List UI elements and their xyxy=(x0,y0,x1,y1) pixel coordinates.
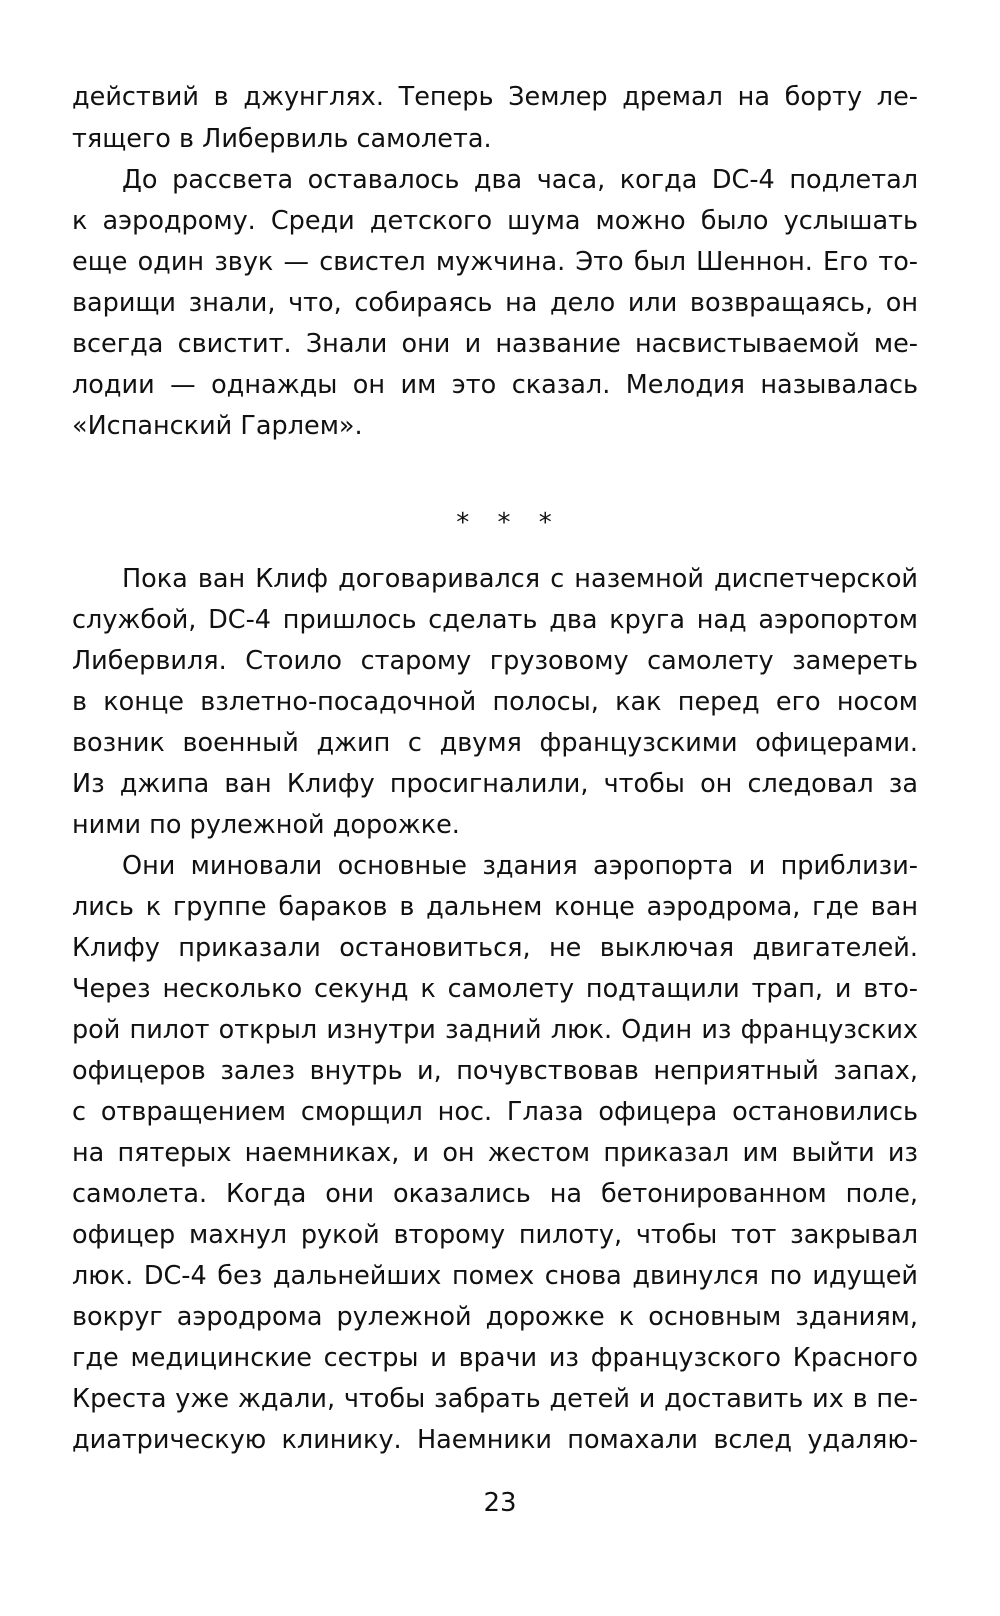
text-line: лодии — однажды он им это сказал. Мелодия называлась xyxy=(72,370,918,400)
text-line: диатрическую клинику. Наемники помахали вслед удаляю- xyxy=(72,1425,918,1455)
text-line: Креста уже ждали, чтобы забрать детей и доставить их в пе- xyxy=(72,1384,918,1414)
text-line: службой, DC-4 пришлось сделать два круга над аэропортом xyxy=(72,605,918,635)
text-line: Клифу приказали остановиться, не выключая двигателей. xyxy=(72,933,918,963)
text-line: тящего в Либервиль самолета. xyxy=(72,124,492,154)
text-line: До рассвета оставалось два часа, когда DC-4 подлетал xyxy=(122,165,918,195)
text-line: лись к группе бараков в дальнем конце аэродрома, где ван xyxy=(72,892,918,922)
text-line: Через несколько секунд к самолету подтащили трап, и вто- xyxy=(72,974,918,1004)
text-line: еще один звук — свистел мужчина. Это был Шеннон. Его то- xyxy=(72,247,918,277)
text-line: с отвращением сморщил нос. Глаза офицера остановились xyxy=(72,1097,918,1127)
text-line: люк. DC-4 без дальнейших помех снова двинулся по идущей xyxy=(72,1261,918,1291)
text-line: рой пилот открыл изнутри задний люк. Один из французских xyxy=(72,1015,918,1045)
text-line: всегда свистит. Знали они и название насвистываемой ме- xyxy=(72,329,918,359)
text-line: Либервиля. Стоило старому грузовому самолету замереть xyxy=(72,646,918,676)
text-line: на пятерых наемниках, и он жестом приказал им выйти из xyxy=(72,1138,918,1168)
text-line: ними по рулежной дорожке. xyxy=(72,810,460,840)
text-line: к аэродрому. Среди детского шума можно было услышать xyxy=(72,206,918,236)
text-line: офицеров залез внутрь и, почувствовав неприятный запах, xyxy=(72,1056,918,1086)
text-line: возник военный джип с двумя французскими офицерами. xyxy=(72,728,918,758)
page-number: 23 xyxy=(483,1488,517,1518)
text-line: Пока ван Клиф договаривался с наземной диспетчерской xyxy=(122,564,918,594)
text-line: самолета. Когда они оказались на бетонированном поле, xyxy=(72,1179,918,1209)
text-line: действий в джунглях. Теперь Землер дремал на борту ле- xyxy=(72,82,918,112)
text-line: варищи знали, что, собираясь на дело или возвращаясь, он xyxy=(72,288,918,318)
text-line: вокруг аэродрома рулежной дорожке к основным зданиям, xyxy=(72,1302,918,1332)
text-line: в конце взлетно-посадочной полосы, как перед его носом xyxy=(72,687,918,717)
text-line: «Испанский Гарлем». xyxy=(72,411,363,441)
text-line: офицер махнул рукой второму пилоту, чтобы тот закрывал xyxy=(72,1220,918,1250)
text-line: Они миновали основные здания аэропорта и приблизи- xyxy=(122,851,918,881)
section-separator: * * * xyxy=(456,508,562,538)
text-line: Из джипа ван Клифу просигналили, чтобы он следовал за xyxy=(72,769,918,799)
text-line: где медицинские сестры и врачи из французского Красного xyxy=(72,1343,918,1373)
